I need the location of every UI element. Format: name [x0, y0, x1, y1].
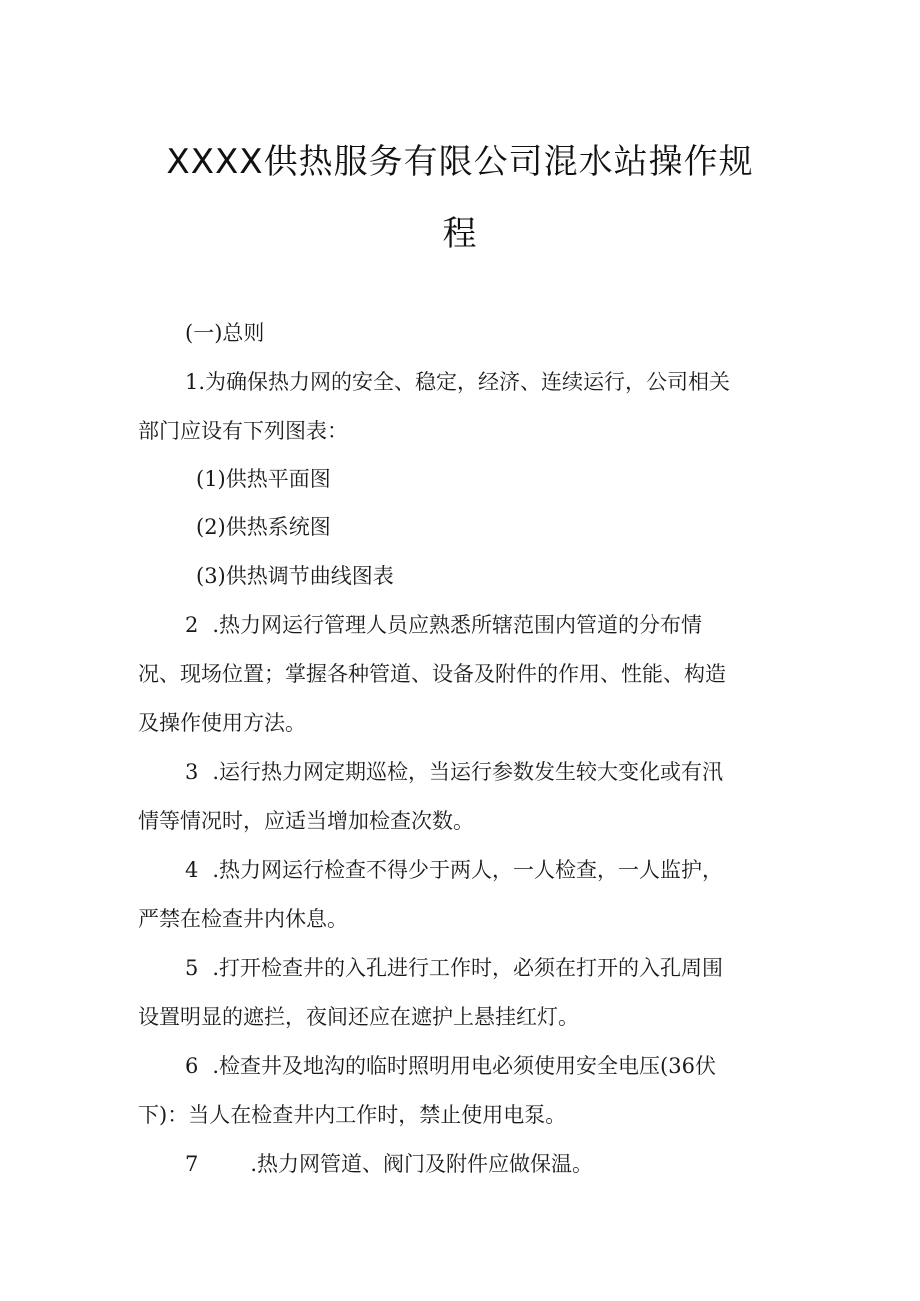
item-number: 4: [185, 858, 199, 882]
item-3-line-2: 情等情况时，应适当增加检查次数。: [138, 809, 474, 833]
item-5-line-2: 设置明显的遮拦，夜间还应在遮护上悬挂红灯。: [138, 1005, 579, 1029]
item-number: 7: [185, 1152, 199, 1176]
item-text: .热力网管道、阀门及附件应做保温。: [250, 1152, 594, 1176]
section-heading: (一)总则: [185, 321, 265, 345]
sub-item-3: (3)供热调节曲线图表: [196, 564, 394, 588]
item-number: 2: [185, 613, 199, 637]
item-number: 3: [185, 760, 199, 784]
item-number: 6: [185, 1054, 199, 1078]
item-1-line-1: [185, 367, 730, 397]
item-text: .热力网运行管理人员应熟悉所辖范围内管道的分布情: [212, 613, 703, 637]
item-6-line-1: [185, 1051, 716, 1081]
item-3-line-1: [185, 757, 723, 787]
item-number: 5: [185, 956, 199, 980]
item-2-line-2: 况、现场位置；掌握各种管道、设备及附件的作用、性能、构造: [138, 662, 726, 686]
item-text: .检查井及地沟的临时照明用电必须使用安全电压(36伏: [212, 1054, 716, 1078]
item-text: .热力网运行检查不得少于两人，一人检查，一人监护，: [212, 858, 724, 882]
sub-item-2: (2)供热系统图: [196, 515, 331, 539]
item-text: 为确保热力网的安全、稳定，经济、连续运行，公司相关: [205, 370, 731, 394]
sub-item-1: (1)供热平面图: [196, 467, 331, 491]
item-text: .打开检查井的入孔进行工作时，必须在打开的入孔周围: [212, 956, 724, 980]
document-title-line-2: 程: [442, 214, 478, 254]
item-number: 1.: [185, 370, 206, 394]
item-7-line-1: [185, 1149, 593, 1179]
item-2-line-1: [185, 610, 702, 640]
item-4-line-1: [185, 855, 723, 885]
document-title-line-1: XXXX供热服务有限公司混水站操作规: [166, 142, 754, 182]
item-5-line-1: [185, 953, 723, 983]
item-text: .运行热力网定期巡检，当运行参数发生较大变化或有汛: [212, 760, 724, 784]
item-1-line-2: 部门应设有下列图表：: [138, 419, 348, 443]
item-2-line-3: 及操作使用方法。: [138, 711, 306, 735]
item-6-line-2: 下)：当人在检查井内工作时，禁止使用电泵。: [138, 1103, 567, 1127]
item-4-line-2: 严禁在检查井内休息。: [138, 907, 348, 931]
